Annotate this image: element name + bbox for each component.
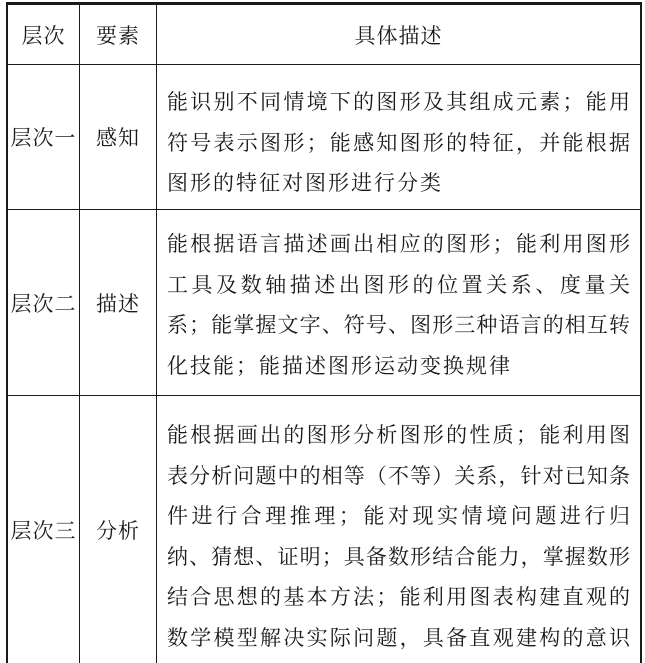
description-line: 数学模型解决实际问题，具备直观建构的意识 [167,625,630,650]
description-line: 能根据语言描述画出相应的图形；能利用图形 [167,232,630,256]
description-cell [157,65,640,209]
table-row [8,65,640,210]
description-line: 化技能；能描述图形运动变换规律 [167,353,512,378]
description-line: 表分析问题中的相等（不等）关系，针对已知条 [167,463,630,488]
header-element: 要素 [80,5,157,64]
table-header-row [8,5,640,65]
level-cell: 层次一 [8,65,80,209]
element-cell: 分析 [80,396,157,663]
level-cell: 层次二 [8,210,80,395]
description-cell [157,396,640,663]
description-cell [157,210,640,395]
description-line: 工具及数轴描述出图形的位置关系、度量关 [167,272,630,297]
description-line: 系；能掌握文字、符号、图形三种语言的相互转 [167,313,630,337]
table-row [8,210,640,396]
level-cell: 层次三 [8,396,80,663]
description-line: 图形的特征对图形进行分类 [167,171,443,195]
description-line: 件进行合理推理；能对现实情境问题进行归 [167,504,630,528]
description-line: 符号表示图形；能感知图形的特征，并能根据 [167,130,630,155]
header-level: 层次 [8,5,80,64]
header-description: 具体描述 [354,23,443,48]
description-line: 结合思想的基本方法；能利用图表构建直观的 [167,585,630,609]
table-row [8,396,640,663]
level-description-table [6,2,642,663]
description-line: 能根据画出的图形分析图形的性质；能利用图 [167,423,630,447]
description-line: 纳、猜想、证明；具备数形结合能力，掌握数形 [167,544,630,569]
element-cell: 感知 [80,65,157,209]
element-cell: 描述 [80,210,157,395]
description-line: 能识别不同情境下的图形及其组成元素；能用 [167,90,630,114]
